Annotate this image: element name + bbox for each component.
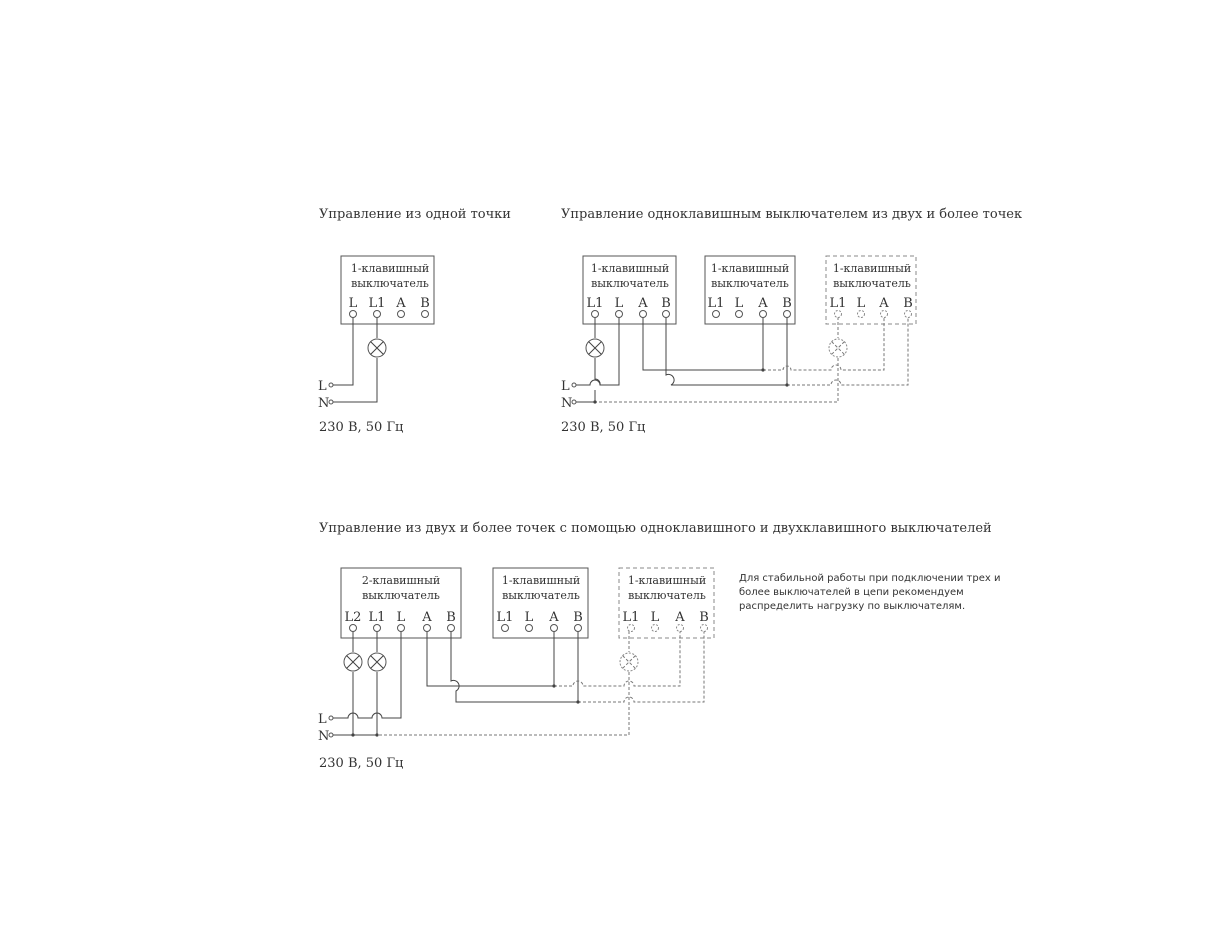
terminal-contact	[575, 625, 582, 632]
wire-n-optional	[595, 358, 838, 402]
terminal-label: A	[549, 610, 559, 625]
terminal-contact	[424, 625, 431, 632]
terminal-label: L1	[586, 296, 604, 311]
terminal-label: A	[758, 296, 768, 311]
supply-label: 230 В, 50 Гц	[561, 420, 646, 435]
switch-label-line2: выключатель	[711, 277, 789, 290]
wire-b-optional	[787, 317, 908, 385]
switch-label-line1: 1-клавишный	[501, 574, 581, 587]
terminal-contact	[448, 625, 455, 632]
note-line1: Для стабильной работы при подключении трех и	[739, 573, 1001, 584]
switch-label-line1: 1-клавишный	[627, 574, 707, 587]
terminal-contact	[374, 311, 381, 318]
supply-label: 230 В, 50 Гц	[319, 756, 404, 771]
switch-label-line2: выключатель	[362, 589, 440, 602]
switch-label-line2: выключатель	[502, 589, 580, 602]
wire-b-optional	[578, 631, 704, 702]
terminal-contact	[616, 311, 623, 318]
terminal-label: A	[879, 296, 889, 311]
line-l-label: L	[318, 379, 327, 394]
lamp-icon	[368, 339, 386, 357]
junction	[552, 684, 555, 687]
line-n-terminal	[572, 400, 576, 404]
wire-a-bus	[427, 631, 554, 686]
terminal-contact	[881, 311, 888, 318]
terminal-label: L1	[829, 296, 847, 311]
terminal-label: L2	[344, 610, 362, 625]
wire-b-bus	[451, 631, 578, 702]
terminal-label: L1	[622, 610, 640, 625]
note-line2: более выключателей в цепи рекомендуем	[739, 587, 964, 598]
terminal-contact	[713, 311, 720, 318]
junction	[785, 383, 788, 386]
terminal-contact	[350, 625, 357, 632]
terminal-contact	[350, 311, 357, 318]
terminal-contact	[592, 311, 599, 318]
terminal-label: A	[675, 610, 685, 625]
switch-label-line2: выключатель	[833, 277, 911, 290]
switch-label-line2: выключатель	[628, 589, 706, 602]
switch-label-line1: 1-клавишный	[590, 262, 670, 275]
line-l-label: L	[561, 379, 570, 394]
diagram3-title: Управление из двух и более точек с помощью одноклавишного и двухклавишного выключателей	[319, 521, 992, 536]
terminal-label: B	[446, 610, 456, 625]
wire-l	[331, 317, 353, 385]
terminal-label: A	[638, 296, 648, 311]
wire-a-optional	[554, 631, 680, 686]
terminal-label: L	[650, 610, 660, 625]
terminal-label: L1	[368, 610, 386, 625]
lamp-optional-icon	[620, 653, 638, 671]
wire-lamp1-n	[331, 672, 353, 735]
line-n-terminal	[329, 400, 333, 404]
line-n-label: N	[318, 396, 330, 411]
terminal-contact	[835, 311, 842, 318]
terminal-label: L	[856, 296, 866, 311]
terminal-contact	[663, 311, 670, 318]
terminal-contact	[422, 311, 429, 318]
terminal-contact	[760, 311, 767, 318]
line-l-terminal	[572, 383, 576, 387]
wire-a-bus	[643, 317, 763, 370]
diagram1-title: Управление из одной точки	[319, 207, 511, 222]
switch-label-line1: 2-клавишный	[361, 574, 441, 587]
terminal-label: L	[614, 296, 624, 311]
wire-n	[574, 390, 595, 402]
terminal-label: L1	[368, 296, 386, 311]
terminal-contact	[652, 625, 659, 632]
terminal-contact	[374, 625, 381, 632]
lamp-icon	[586, 339, 604, 357]
line-l-label: L	[318, 712, 327, 727]
wire-lamp2-n	[353, 672, 377, 735]
diagram-single-point	[318, 207, 511, 435]
junction	[761, 368, 764, 371]
line-n-label: N	[318, 729, 330, 744]
junction	[576, 700, 579, 703]
line-n-label: N	[561, 396, 573, 411]
terminal-label: L1	[496, 610, 514, 625]
terminal-contact	[640, 311, 647, 318]
lamp-icon	[368, 653, 386, 671]
diagram2-title: Управление одноклавишным выключателем из двух и более точек	[561, 207, 1023, 222]
wire-b-bus	[666, 317, 787, 385]
terminal-contact	[551, 625, 558, 632]
wire-n-optional	[377, 672, 629, 735]
terminal-contact	[677, 625, 684, 632]
terminal-contact	[526, 625, 533, 632]
junction	[351, 733, 354, 736]
line-n-terminal	[329, 733, 333, 737]
switch-label-line2: выключатель	[591, 277, 669, 290]
lamp-icon	[344, 653, 362, 671]
wire-l	[331, 631, 401, 718]
terminal-label: A	[422, 610, 432, 625]
terminal-label: L1	[707, 296, 725, 311]
switch-label-line1: 1-клавишный	[350, 262, 430, 275]
terminal-label: A	[396, 296, 406, 311]
terminal-contact	[398, 311, 405, 318]
terminal-contact	[784, 311, 791, 318]
diagram-two-key	[318, 521, 1000, 771]
terminal-contact	[905, 311, 912, 318]
terminal-contact	[701, 625, 708, 632]
terminal-label: L	[396, 610, 406, 625]
terminal-label: B	[782, 296, 792, 311]
terminal-label: B	[573, 610, 583, 625]
terminal-contact	[858, 311, 865, 318]
switch-label-line2: выключатель	[351, 277, 429, 290]
terminal-label: B	[903, 296, 913, 311]
wire-a-optional	[763, 317, 884, 370]
wire-n	[331, 358, 377, 402]
line-l-terminal	[329, 716, 333, 720]
supply-label: 230 В, 50 Гц	[319, 420, 404, 435]
terminal-contact	[398, 625, 405, 632]
terminal-label: L	[348, 296, 358, 311]
terminal-contact	[736, 311, 743, 318]
diagram-two-point	[561, 207, 1022, 435]
note-line3: распределить нагрузку по выключателям.	[739, 601, 966, 612]
switch-label-line1: 1-клавишный	[710, 262, 790, 275]
terminal-label: B	[699, 610, 709, 625]
junction	[593, 400, 596, 403]
terminal-label: L	[734, 296, 744, 311]
terminal-label: L	[524, 610, 534, 625]
terminal-contact	[502, 625, 509, 632]
lamp-optional-icon	[829, 339, 847, 357]
terminal-label: B	[661, 296, 671, 311]
junction	[375, 733, 378, 736]
terminal-label: B	[420, 296, 430, 311]
switch-label-line1: 1-клавишный	[832, 262, 912, 275]
terminal-contact	[628, 625, 635, 632]
line-l-terminal	[329, 383, 333, 387]
